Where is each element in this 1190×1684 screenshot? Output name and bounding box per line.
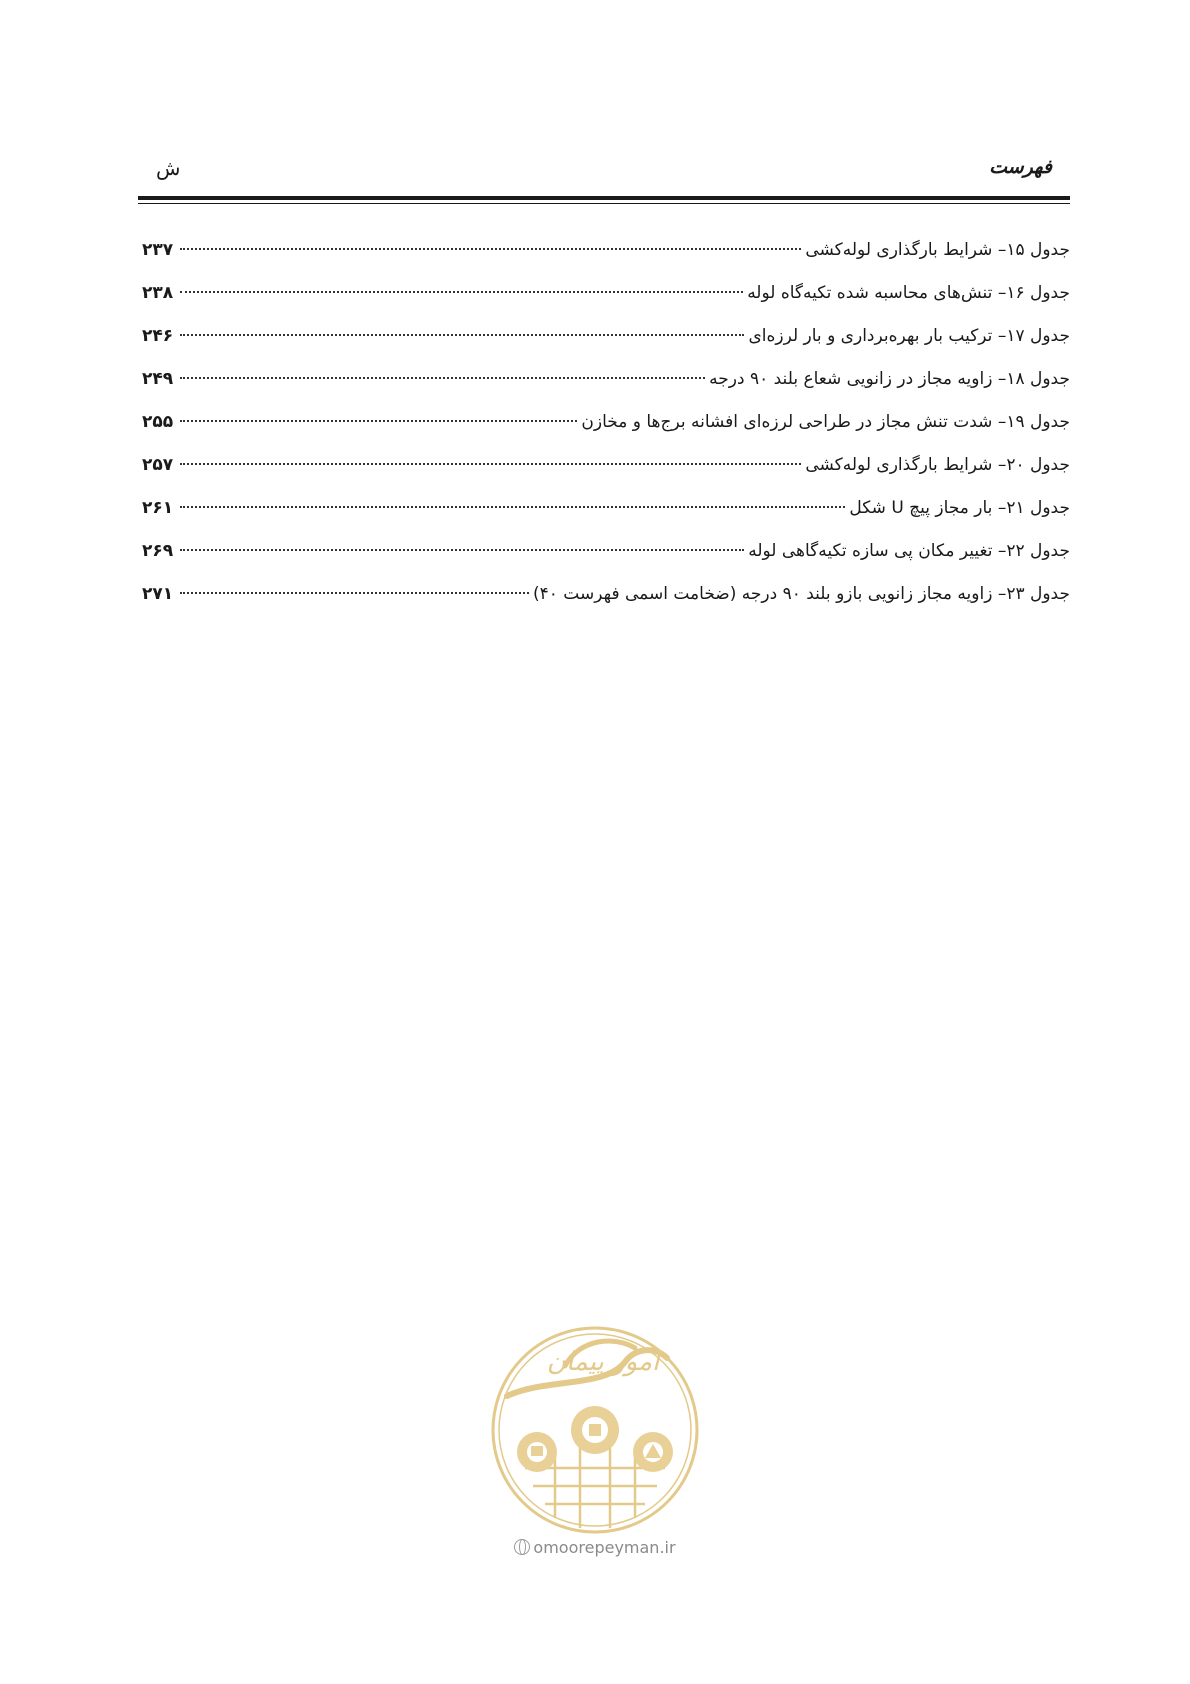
toc-entry[interactable] xyxy=(142,326,1070,369)
toc-entry-title: جدول ۱۶– تنش‌های محاسبه شده تکیه‌گاه لوله xyxy=(747,283,1070,303)
toc-dot-leader xyxy=(180,334,744,336)
toc-entry-page: ۲۴۶ xyxy=(142,326,174,346)
toc-entry-title: جدول ۱۹– شدت تنش مجاز در طراحی لرزه‌ای افشانه برج‌ها و مخازن xyxy=(581,412,1070,432)
toc-dot-leader xyxy=(180,291,743,293)
watermark-seal-icon xyxy=(485,1318,705,1548)
toc-entry[interactable] xyxy=(142,369,1070,412)
toc-entry-page: ۲۳۸ xyxy=(142,283,174,303)
toc-entry[interactable] xyxy=(142,455,1070,498)
toc-dot-leader xyxy=(180,463,801,465)
header-rule-thin xyxy=(138,203,1070,204)
toc-entry-page: ۲۷۱ xyxy=(142,584,174,604)
toc-dot-leader xyxy=(180,377,705,379)
toc-entry-title: جدول ۱۵– شرایط بارگذاری لوله‌کشی xyxy=(805,240,1070,260)
toc-entry-title: جدول ۱۸– زاویه مجاز در زانویی شعاع بلند ۹۰ درجه xyxy=(709,369,1070,389)
toc-entry[interactable] xyxy=(142,283,1070,326)
toc-dot-leader xyxy=(180,248,801,250)
toc-entry[interactable] xyxy=(142,412,1070,455)
page-number-letter: ش xyxy=(156,156,181,180)
watermark-logo-text: امور پیمان xyxy=(546,1347,660,1377)
toc-entry[interactable] xyxy=(142,498,1070,541)
toc-entry[interactable] xyxy=(142,584,1070,627)
watermark-url-text: omoorepeyman.ir xyxy=(533,1538,676,1557)
table-of-contents xyxy=(142,240,1070,627)
toc-dot-leader xyxy=(180,506,845,508)
watermark-url xyxy=(0,1538,1190,1557)
toc-entry-page: ۲۵۵ xyxy=(142,412,174,432)
page-header-title: فهرست xyxy=(989,156,1052,178)
toc-entry-page: ۲۶۹ xyxy=(142,541,174,561)
toc-entry-title: جدول ۲۱– بار مجاز پیچ U شکل xyxy=(849,498,1070,518)
toc-entry-page: ۲۵۷ xyxy=(142,455,174,475)
toc-dot-leader xyxy=(180,549,744,551)
toc-entry[interactable] xyxy=(142,240,1070,283)
header-rule-thick xyxy=(138,196,1070,200)
toc-entry-page: ۲۴۹ xyxy=(142,369,174,389)
toc-dot-leader xyxy=(180,420,577,422)
toc-entry[interactable] xyxy=(142,541,1070,584)
toc-entry-title: جدول ۱۷– ترکیب بار بهره‌برداری و بار لرزه‌ای xyxy=(748,326,1070,346)
toc-entry-title: جدول ۲۲– تغییر مکان پی سازه تکیه‌گاهی لوله xyxy=(748,541,1070,561)
toc-entry-title: جدول ۲۰– شرایط بارگذاری لوله‌کشی xyxy=(805,455,1070,475)
toc-entry-page: ۲۳۷ xyxy=(142,240,174,260)
globe-icon xyxy=(514,1539,530,1555)
toc-entry-title: جدول ۲۳– زاویه مجاز زانویی بازو بلند ۹۰ درجه (ضخامت اسمی فهرست ۴۰) xyxy=(532,584,1070,604)
toc-entry-page: ۲۶۱ xyxy=(142,498,174,518)
toc-dot-leader xyxy=(180,592,529,594)
